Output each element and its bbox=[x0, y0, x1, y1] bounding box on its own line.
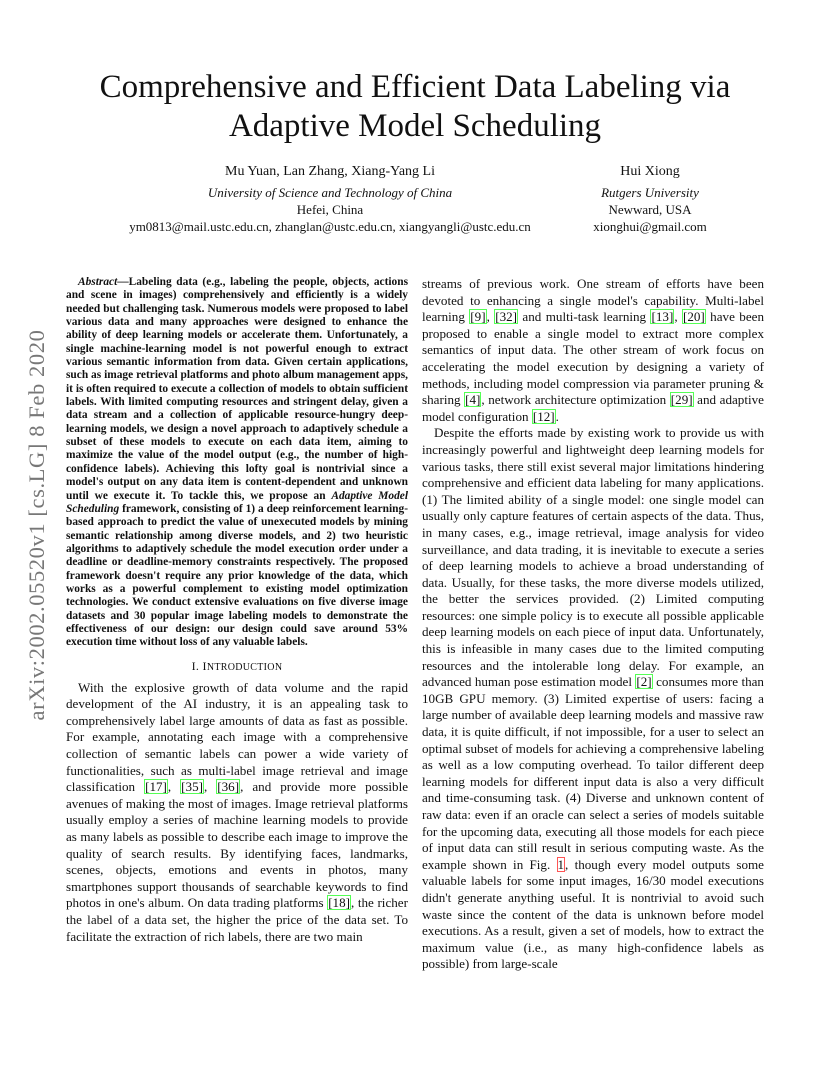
citation-link[interactable]: [17] bbox=[145, 779, 167, 795]
paragraph-text: , bbox=[167, 779, 181, 795]
section-title-initial: I bbox=[202, 658, 207, 673]
paragraph-text: consumes more than 10GB GPU memory. (3) Limited expertise of users: facing a large number of available deep learning models and massive raw data, it is quite difficult, if not impossible, for a user to select an optimal subset of models for achieving a comprehensive labeling as well as a low computing overhead. To tailor different deep learning models for different input data is also a very difficult and time-consuming task. (4) Diverse and unknown content of raw data: even if an oracle can select a series of models suitable for the upcoming data, executing all those models for each piece of input data can still result in serious computing waste. As the example shown in Fig. bbox=[422, 674, 764, 872]
framework-name: Adaptive Model Scheduling bbox=[66, 489, 409, 515]
citation-link[interactable]: [9] bbox=[470, 309, 486, 325]
paragraph-text: have been proposed to enable a single model to extract more complex semantics of input data. The other stream of work focus on accelerating the model execution by designing a variety of methods, including model compression via parameter pruning & sharing bbox=[422, 309, 764, 408]
intro-paragraph-1 bbox=[66, 680, 408, 946]
paper-title bbox=[60, 68, 770, 146]
citation-link[interactable]: [18] bbox=[328, 895, 351, 911]
paragraph-text: and adaptive model configuration bbox=[422, 392, 764, 424]
right-column bbox=[422, 276, 764, 973]
abstract-text-continued: framework, consisting of 1) a deep reinforcement learning-based approach to predict the value of unexecuted models by mining semantic relationship among diverse models, and 2) two heuristic algorithms to adaptively schedule the model execution order under a deadline or deadline-memory constraints respectively. The proposed framework doesn't require any prior knowledge of the data, which works as a powerful complement to existing model optimization technologies. We conduct extensive evaluations on five diverse image datasets and 30 popular image labeling models to demonstrate the effectiveness of our design: our design could save around 53% execution time without loss of any valuable labels. bbox=[66, 502, 408, 649]
paragraph-text: and multi-task learning bbox=[518, 309, 651, 325]
author-affiliation: Rutgers University bbox=[601, 185, 699, 200]
paragraph-text: , though every model outputs some valuable labels for some input images, 16/30 model executions didn't generate anything useful. It is nontrivial to avoid such waste since the content of the data is unknown before model executions. As a result, given a set of models, how to extract the maximum value (i.e., as many high-confidence labels as possible) from large-scale bbox=[422, 856, 764, 972]
author-block-1 bbox=[100, 162, 560, 235]
citation-link[interactable]: [4] bbox=[465, 392, 481, 408]
paragraph-text: streams of previous work. One stream of efforts have been devoted to enhancing a single model's capability. Multi-label learning bbox=[422, 276, 764, 325]
paragraph-text: Despite the efforts made by existing work to provide us with increasingly powerful and lightweight deep learning models for various tasks, there still exist several major limitations hindering comprehensive and efficient data labeling for many applications. (1) The limited ability of a single model: one single model can usually only capture features of certain aspects of the data. Thus, in many cases, e.g., image retrieval, image analysis for video surveillance, and data trading, it is inevitable to execute a series of deep learning models to achieve a broad understanding of data. Usually, for these tasks, the more diverse models utilized, the better the services provided. (2) Limited computing resources: one simple policy is to execute all possible applicable deep learning models on each piece of input data. Unfortunately, this is infeasible in many cases due to the limited computing resources and the intolerable long delay. For example, an advanced human pose estimation model bbox=[422, 425, 764, 690]
author-names: Hui Xiong bbox=[620, 164, 680, 179]
citation-link[interactable]: [29] bbox=[670, 392, 693, 408]
citation-link[interactable]: [32] bbox=[495, 309, 518, 325]
paragraph-text: . bbox=[555, 408, 559, 424]
abstract bbox=[66, 276, 408, 650]
paragraph-text: , and provide more possible avenues of making the most of images. Image retrieval platforms usually employ a series of machine learning models to provide as many labels as possible to describe each image to improve the quality of search results. By identifying faces, landmarks, scenes, objects, emotions and events in photos, many smartphones support thousands of searchable keywords to find photos in one's album. On data trading platforms bbox=[66, 779, 409, 911]
citation-link[interactable]: [12] bbox=[532, 408, 555, 424]
citation-link[interactable]: [36] bbox=[217, 779, 240, 795]
author-names: Mu Yuan, Lan Zhang, Xiang-Yang Li bbox=[225, 164, 435, 179]
section-number: I. bbox=[191, 658, 203, 673]
paragraph-text: , bbox=[204, 779, 217, 795]
paragraph-text: , network architecture optimization bbox=[481, 392, 670, 408]
author-email: ym0813@mail.ustc.edu.cn, zhanglan@ustc.edu.cn, xiangyangli@ustc.edu.cn bbox=[129, 219, 531, 234]
figure-reference-link[interactable]: 1 bbox=[557, 856, 565, 872]
citation-link[interactable]: [2] bbox=[636, 674, 652, 690]
intro-paragraph-1-continued bbox=[422, 276, 764, 425]
paper-title-line-1: Comprehensive and Efficient Data Labeling via bbox=[99, 69, 731, 105]
paragraph-text: , the richer the label of a data set, the higher the price of the data set. To facilitate the extraction of rich labels, there are two main bbox=[66, 895, 408, 944]
abstract-text: —Labeling data (e.g., labeling the people, objects, actions and scene in images) comprehensively and efficiently is a widely needed but challenging task. Numerous models were proposed to label various data and many approaches were designed to enhance the ability of deep learning models or accelerate them. Unfortunately, a single machine-learning model is not powerful enough to extract various semantic information from data. Given certain applications, such as image retrieval platforms and photo album management apps, it is often required to execute a collection of models to obtain sufficient labels. With limited computing resources and stringent delay, given a data stream and a collection of applicable resource-hungry deep-learning models, we design a novel approach to adaptively schedule a subset of these models to execute on each data item, aiming to maximize the value of the model output (e.g., the number of high-confidence labels). Achieving this lofty goal is nontrivial since a model's output on any data item is content-dependent and unknown until we execute it. To tackle this, we propose an bbox=[66, 276, 408, 502]
author-location: Hefei, China bbox=[296, 202, 364, 217]
author-block-2 bbox=[570, 162, 730, 235]
paragraph-text: , bbox=[486, 309, 495, 325]
citation-link[interactable]: [20] bbox=[682, 309, 705, 325]
author-affiliation: University of Science and Technology of China bbox=[207, 185, 453, 200]
citation-link[interactable]: [13] bbox=[651, 309, 674, 325]
intro-paragraph-2 bbox=[422, 425, 764, 973]
author-location: Newward, USA bbox=[608, 202, 692, 217]
paper-title-line-2: Adaptive Model Scheduling bbox=[228, 108, 602, 144]
author-email: xionghui@gmail.com bbox=[593, 219, 707, 234]
citation-link[interactable]: [35] bbox=[181, 779, 203, 795]
paragraph-text: , bbox=[674, 309, 682, 325]
section-heading-introduction bbox=[66, 658, 408, 676]
abstract-label: Abstract bbox=[78, 276, 118, 288]
arxiv-identifier-sidebar bbox=[22, 290, 52, 760]
paragraph-text: With the explosive growth of data volume and the rapid development of the AI industry, it is an appealing task to comprehensively label large amounts of data as fast as possible. For example, annotating each image with a comprehensive collection of semantic labels can power a wide variety of functionalities, such as multi-label image retrieval and image classification bbox=[66, 679, 408, 795]
arxiv-identifier: arXiv:2002.05520v1 [cs.LG] 8 Feb 2020 bbox=[24, 329, 49, 721]
left-column bbox=[66, 276, 408, 945]
section-title-rest: NTRODUCTION bbox=[206, 661, 283, 673]
